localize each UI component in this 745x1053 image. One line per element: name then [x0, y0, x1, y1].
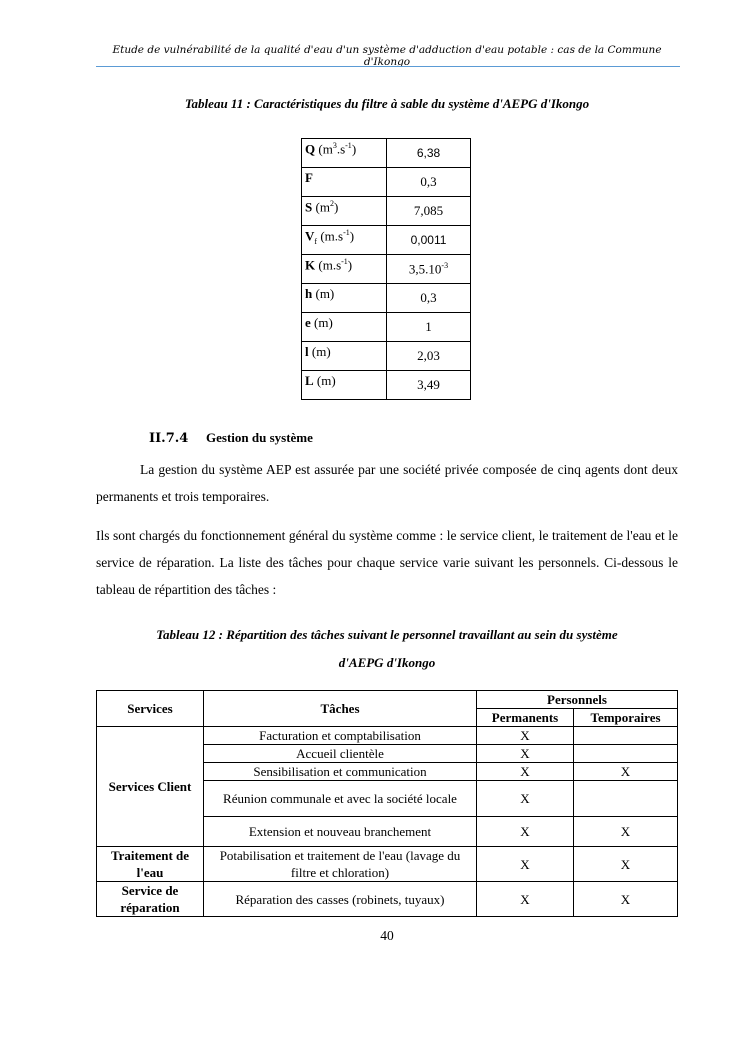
table-row: [302, 139, 471, 168]
param-unit: (m.s: [317, 228, 344, 244]
param-unit: (m: [312, 199, 330, 215]
paragraph-1: La gestion du système AEP est assurée par une société privée composée de cinq agents dont deux permanents et trois temporaires.: [96, 462, 678, 504]
section-number: II.7.4: [149, 431, 189, 446]
table-row: [302, 313, 471, 342]
param-symbol: e: [305, 315, 311, 330]
param-symbol: L: [305, 373, 314, 388]
param-value: [387, 255, 471, 284]
header-rule: [96, 66, 680, 67]
header-taches: Tâches: [204, 691, 477, 727]
temporary-mark: X: [574, 882, 678, 917]
param-symbol: V: [305, 228, 315, 244]
table11-caption: Tableau 11 : Caractéristiques du filtre à sable du système d'AEPG d'Ikongo: [184, 96, 590, 111]
task-cell: Réunion communale et avec la société locale: [204, 781, 477, 817]
temporary-mark: X: [574, 817, 678, 847]
table-row: [302, 168, 471, 197]
param-unit-exp: -1: [343, 228, 350, 237]
permanent-mark: X: [477, 763, 574, 781]
task-cell: Accueil clientèle: [204, 745, 477, 763]
header-services: Services: [97, 691, 204, 727]
param-label: [302, 139, 387, 168]
param-unit: (m: [315, 141, 333, 157]
param-label: [302, 371, 387, 400]
param-unit: .s: [336, 141, 346, 157]
param-value-text: 3,5.10: [408, 261, 442, 277]
permanent-mark: X: [477, 727, 574, 745]
table-row: [302, 255, 471, 284]
param-unit: (m): [312, 286, 335, 301]
permanent-mark: X: [477, 781, 574, 817]
param-label: [302, 197, 387, 226]
param-unit: (m): [308, 344, 331, 359]
table12-caption-line1: Tableau 12 : Répartition des tâches suivant le personnel travaillant au sein du système: [156, 627, 618, 642]
permanent-mark: X: [477, 847, 574, 882]
table12-caption-line2: d'AEPG d'Ikongo: [338, 655, 436, 670]
param-symbol: K: [305, 257, 316, 273]
param-unit: ): [333, 199, 339, 215]
table-row: [97, 882, 678, 917]
param-value: [387, 197, 471, 226]
param-unit-exp: 2: [329, 199, 334, 208]
param-label: [302, 168, 387, 197]
param-label: [302, 313, 387, 342]
page-number: 40: [380, 928, 394, 943]
param-value-text: 1: [425, 319, 432, 334]
param-value-text: 6,38: [416, 146, 441, 160]
temporary-mark: [574, 727, 678, 745]
task-cell: Extension et nouveau branchement: [204, 817, 477, 847]
param-value-text: 7,085: [413, 203, 444, 218]
param-label: [302, 226, 387, 255]
table12-caption: [96, 621, 678, 677]
table-row: [302, 284, 471, 313]
service-cell: Services Client: [97, 727, 204, 847]
filter-characteristics-table: [301, 138, 471, 400]
paragraph-2: Ils sont chargés du fonctionnement général du système comme : le service client, le traitement de l'eau et le service de réparation. La liste des tâches pour chaque service varie suivant les personnels. Ci-dessous le tableau de répartition des tâches :: [96, 528, 678, 597]
param-symbol: S: [305, 199, 313, 215]
param-unit-exp: -1: [345, 141, 352, 150]
param-label: [302, 284, 387, 313]
permanent-mark: X: [477, 882, 574, 917]
param-value: [387, 284, 471, 313]
param-value: [387, 168, 471, 197]
param-symbol: l: [305, 344, 309, 359]
param-value-text: 0,0011: [410, 233, 447, 247]
param-value-text: 0,3: [420, 290, 437, 305]
param-value-text: 0,3: [420, 174, 437, 189]
param-unit: (m): [310, 315, 333, 330]
param-unit: (m.s: [315, 257, 342, 273]
param-unit-exp: 3: [332, 141, 337, 150]
param-label: [302, 342, 387, 371]
temporary-mark: [574, 781, 678, 817]
param-symbol: Q: [305, 141, 316, 157]
task-cell: Potabilisation et traitement de l'eau (lavage du filtre et chloration): [204, 847, 477, 882]
param-unit: (m): [313, 373, 336, 388]
header-personnels: Personnels: [477, 691, 678, 709]
table-row: [302, 226, 471, 255]
param-subscript: f: [314, 236, 318, 246]
param-value: [387, 139, 471, 168]
permanent-mark: X: [477, 745, 574, 763]
param-unit-exp: -1: [341, 257, 348, 266]
param-unit: ): [349, 228, 355, 244]
param-unit: ): [347, 257, 353, 273]
header-temporaires: Temporaires: [574, 709, 678, 727]
param-value: [387, 371, 471, 400]
param-unit: ): [351, 141, 357, 157]
temporary-mark: X: [574, 763, 678, 781]
temporary-mark: [574, 745, 678, 763]
service-cell: Traitement de l'eau: [97, 847, 204, 882]
table-row: [97, 847, 678, 882]
param-value-text: 3,49: [417, 377, 440, 392]
param-value: [387, 313, 471, 342]
task-distribution-table: [96, 690, 678, 917]
param-value-text: 2,03: [417, 348, 440, 363]
section-heading: [149, 430, 313, 446]
task-cell: Réparation des casses (robinets, tuyaux): [204, 882, 477, 917]
section-title: Gestion du système: [206, 430, 313, 445]
param-symbol: F: [305, 170, 313, 185]
param-symbol: h: [305, 286, 313, 301]
task-cell: Sensibilisation et communication: [204, 763, 477, 781]
task-cell: Facturation et comptabilisation: [204, 727, 477, 745]
table-row: [97, 727, 678, 745]
param-value: [387, 342, 471, 371]
param-label: [302, 255, 387, 284]
temporary-mark: X: [574, 847, 678, 882]
header-permanents: Permanents: [477, 709, 574, 727]
param-value-exp: -3: [441, 260, 449, 270]
table-row: [302, 371, 471, 400]
permanent-mark: X: [477, 817, 574, 847]
table-row: [302, 197, 471, 226]
running-header: Etude de vulnérabilité de la qualité d'eau d'un système d'adduction d'eau potable : cas de la Commune d'Ikongo: [112, 44, 662, 68]
table-row: [302, 342, 471, 371]
param-value: [387, 226, 471, 255]
service-cell: Service de réparation: [97, 882, 204, 917]
